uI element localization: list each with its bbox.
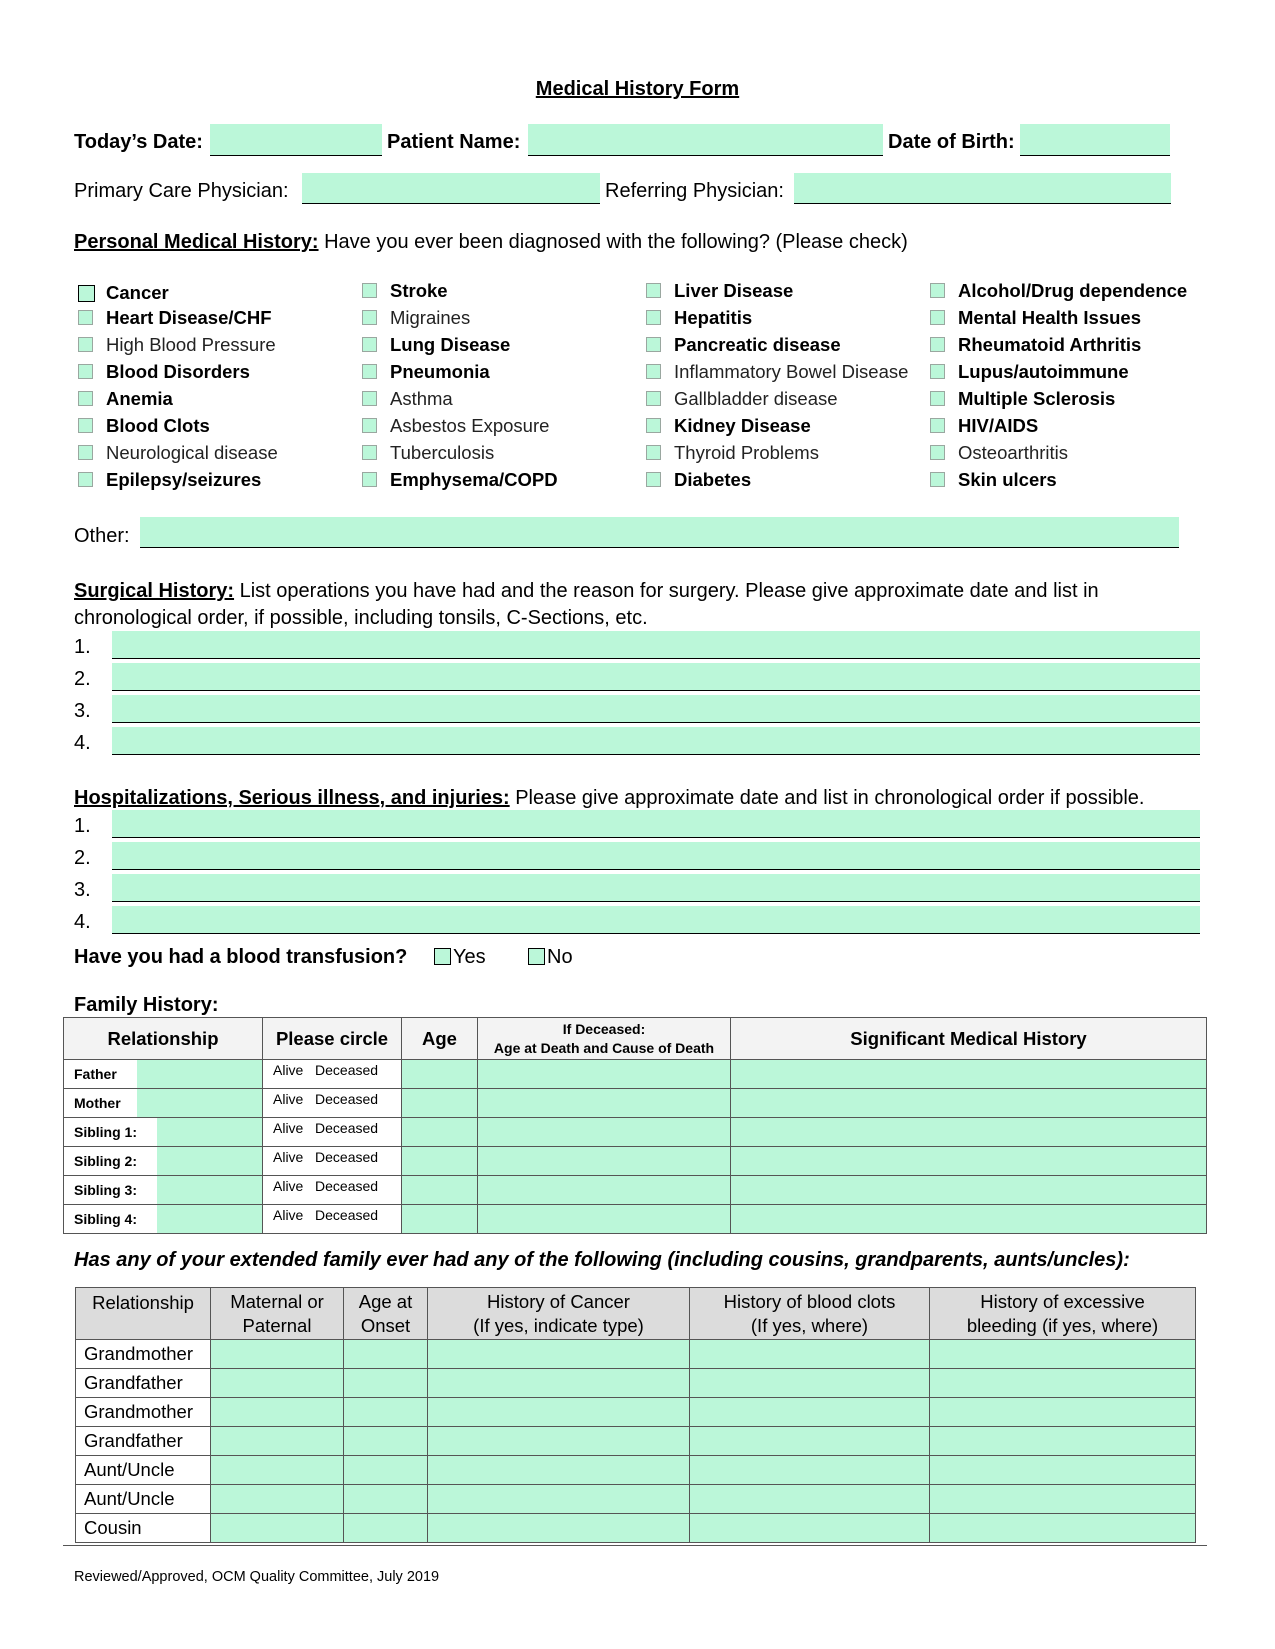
hospital-entry-field[interactable] [112,842,1200,870]
condition-checkbox[interactable] [930,283,945,298]
extended-row [76,1398,1196,1427]
condition-checkbox[interactable] [930,391,945,406]
line-number: 2. [74,847,91,869]
extended-relationship: Aunt/Uncle [76,1456,211,1485]
alive-option[interactable]: Alive [273,1149,304,1165]
surgical-prompt-line2: chronological order, if possible, including tonsils, C-Sections, etc. [74,607,648,629]
condition-label: Emphysema/COPD [390,469,558,490]
family-history-cell[interactable] [731,1205,1207,1234]
condition-checkbox[interactable] [78,445,93,460]
extended-entry-cell[interactable] [690,1340,930,1369]
transfusion-question: Have you had a blood transfusion? [74,946,408,968]
family-age-cell[interactable] [402,1089,478,1118]
extended-entry-cell[interactable] [344,1369,428,1398]
bottom-rule [63,1545,1207,1546]
extended-row [76,1456,1196,1485]
family-relationship: Mother [74,1095,121,1111]
extended-entry-cell[interactable] [211,1398,344,1427]
extended-entry-cell[interactable] [344,1427,428,1456]
primary-care-field[interactable] [302,173,600,204]
surgical-heading [74,579,1099,603]
condition-checkbox[interactable] [362,445,377,460]
other-field[interactable] [140,517,1179,548]
deceased-option[interactable]: Deceased [315,1178,379,1194]
family-history-cell[interactable] [731,1147,1207,1176]
personal-history-heading [74,230,908,254]
condition-checkbox[interactable] [362,283,377,298]
condition-checkbox[interactable] [78,285,95,302]
condition-checkbox[interactable] [362,418,377,433]
surgical-entry-field[interactable] [112,663,1200,691]
family-deceased-cell[interactable] [478,1147,731,1176]
family-age-cell[interactable] [402,1118,478,1147]
line-number: 4. [74,911,91,933]
extended-entry-cell[interactable] [690,1427,930,1456]
extended-entry-cell[interactable] [930,1514,1196,1543]
family-row [64,1089,1207,1118]
condition-label: Mental Health Issues [958,307,1142,328]
extended-entry-cell[interactable] [344,1485,428,1514]
extended-entry-cell[interactable] [211,1485,344,1514]
condition-checkbox[interactable] [78,472,93,487]
family-deceased-cell[interactable] [478,1176,731,1205]
ext-col-cancer-line1: History of Cancer [487,1290,630,1312]
condition-checkbox[interactable] [78,310,93,325]
personal-history-title: Personal Medical History: [74,231,319,253]
family-name-fill[interactable] [157,1147,262,1175]
extended-relationship: Grandfather [76,1427,211,1456]
extended-relationship: Aunt/Uncle [76,1485,211,1514]
family-relationship: Sibling 3: [74,1182,137,1198]
extended-entry-cell[interactable] [428,1340,690,1369]
condition-checkbox[interactable] [362,391,377,406]
alive-option[interactable]: Alive [273,1120,304,1136]
hospital-title: Hospitalizations, Serious illness, and injuries: [74,787,510,809]
ext-col-relationship: Relationship [76,1288,211,1340]
condition-label: Osteoarthritis [958,442,1069,463]
surgical-entry-field[interactable] [112,727,1200,755]
hospital-entry-field[interactable] [112,810,1200,838]
condition-checkbox[interactable] [646,283,661,298]
primary-care-label: Primary Care Physician: [74,180,289,202]
condition-checkbox[interactable] [646,472,661,487]
family-relationship: Sibling 1: [74,1124,137,1140]
deceased-option[interactable]: Deceased [315,1091,379,1107]
family-col-deceased-line2: Age at Death and Cause of Death [493,1039,715,1056]
surgical-prompt: List operations you have had and the reason for surgery. Please give approximate date and list in [234,580,1099,602]
extended-entry-cell[interactable] [690,1369,930,1398]
condition-label: Gallbladder disease [674,388,838,409]
family-col-relationship: Relationship [64,1018,263,1060]
ext-col-maternal-line2: Paternal [242,1314,312,1336]
family-name-fill[interactable] [157,1205,262,1233]
family-relationship-cell [64,1118,263,1147]
patient-name-field[interactable] [528,124,883,156]
condition-label: Diabetes [674,469,752,490]
condition-label: Anemia [106,388,173,409]
condition-label: Thyroid Problems [674,442,819,463]
family-name-fill[interactable] [157,1118,262,1146]
extended-row [76,1485,1196,1514]
family-row [64,1118,1207,1147]
ext-col-maternal [211,1288,344,1340]
todays-date-field[interactable] [210,124,382,156]
condition-checkbox[interactable] [646,364,661,379]
condition-checkbox[interactable] [930,445,945,460]
ext-col-cancer [428,1288,690,1340]
condition-label: Pneumonia [390,361,490,382]
extended-entry-cell[interactable] [690,1514,930,1543]
condition-checkbox[interactable] [930,337,945,352]
alive-deceased-cell[interactable] [263,1118,402,1147]
extended-relationship: Grandfather [76,1369,211,1398]
hospital-entry-field[interactable] [112,906,1200,934]
family-col-history: Significant Medical History [731,1018,1207,1060]
condition-label: Epilepsy/seizures [106,469,262,490]
ext-col-clots-line1: History of blood clots [723,1290,896,1312]
extended-entry-cell[interactable] [428,1456,690,1485]
ext-col-clots [690,1288,930,1340]
condition-label: Tuberculosis [390,442,495,463]
hospital-prompt: Please give approximate date and list in chronological order if possible. [509,787,1145,809]
extended-row [76,1427,1196,1456]
condition-label: Kidney Disease [674,415,811,436]
family-history-cell[interactable] [731,1089,1207,1118]
condition-checkbox[interactable] [78,418,93,433]
extended-entry-cell[interactable] [211,1340,344,1369]
extended-relationship: Cousin [76,1514,211,1543]
date-of-birth-label: Date of Birth: [888,131,1015,153]
condition-label: Asthma [390,388,453,409]
extended-entry-cell[interactable] [690,1485,930,1514]
extended-entry-cell[interactable] [428,1427,690,1456]
alive-option[interactable]: Alive [273,1062,304,1078]
line-number: 2. [74,668,91,690]
extended-family-heading: Has any of your extended family ever had any of the following (including cousins, grandparents, aunts/uncles): [74,1249,1130,1271]
condition-checkbox[interactable] [646,445,661,460]
ext-col-age [344,1288,428,1340]
family-history-heading: Family History: [74,994,219,1016]
family-relationship: Sibling 4: [74,1211,137,1227]
condition-checkbox[interactable] [78,364,93,379]
hospital-heading [74,786,1144,810]
patient-name-label: Patient Name: [387,131,521,153]
extended-entry-cell[interactable] [690,1398,930,1427]
transfusion-yes-checkbox[interactable] [434,948,451,965]
condition-checkbox[interactable] [930,310,945,325]
condition-label: Inflammatory Bowel Disease [674,361,909,382]
referring-label: Referring Physician: [605,180,784,202]
condition-label: Lung Disease [390,334,511,355]
family-name-fill[interactable] [137,1060,262,1088]
family-history-cell[interactable] [731,1060,1207,1089]
family-relationship-cell [64,1205,263,1234]
condition-label: Heart Disease/CHF [106,307,272,328]
condition-label: Multiple Sclerosis [958,388,1116,409]
condition-checkbox[interactable] [78,391,93,406]
family-relationship: Sibling 2: [74,1153,137,1169]
extended-row [76,1369,1196,1398]
condition-label: Stroke [390,280,448,301]
condition-checkbox[interactable] [362,310,377,325]
family-age-cell[interactable] [402,1147,478,1176]
family-age-cell[interactable] [402,1176,478,1205]
condition-checkbox[interactable] [930,472,945,487]
extended-entry-cell[interactable] [930,1369,1196,1398]
family-age-cell[interactable] [402,1060,478,1089]
extended-entry-cell[interactable] [211,1514,344,1543]
condition-label: Cancer [106,282,169,303]
ext-col-bleeding-line1: History of excessive [980,1290,1145,1312]
ext-col-age-line1: Age at [358,1290,413,1312]
extended-entry-cell[interactable] [428,1485,690,1514]
family-relationship: Father [74,1066,117,1082]
condition-checkbox[interactable] [930,418,945,433]
condition-checkbox[interactable] [362,364,377,379]
condition-checkbox[interactable] [362,337,377,352]
extended-entry-cell[interactable] [344,1514,428,1543]
line-number: 3. [74,879,91,901]
family-deceased-cell[interactable] [478,1205,731,1234]
extended-relationship: Grandmother [76,1398,211,1427]
extended-row [76,1340,1196,1369]
condition-label: Rheumatoid Arthritis [958,334,1142,355]
extended-relationship: Grandmother [76,1340,211,1369]
condition-checkbox[interactable] [646,337,661,352]
deceased-option[interactable]: Deceased [315,1207,379,1223]
extended-family-table [75,1287,1196,1543]
ext-col-age-line2: Onset [360,1314,411,1336]
ext-col-bleeding-line2: bleeding (if yes, where) [966,1314,1159,1336]
line-number: 3. [74,700,91,722]
condition-label: Skin ulcers [958,469,1057,490]
family-name-fill[interactable] [137,1089,262,1117]
condition-label: Hepatitis [674,307,753,328]
family-row [64,1205,1207,1234]
extended-entry-cell[interactable] [211,1427,344,1456]
footer-note: Reviewed/Approved, OCM Quality Committee, July 2019 [74,1569,440,1585]
line-number: 4. [74,732,91,754]
hospital-entry-field[interactable] [112,874,1200,902]
deceased-option[interactable]: Deceased [315,1149,379,1165]
extended-entry-cell[interactable] [690,1456,930,1485]
surgical-entry-field[interactable] [112,631,1200,659]
date-of-birth-field[interactable] [1020,124,1170,156]
condition-label: High Blood Pressure [106,334,276,355]
extended-entry-cell[interactable] [344,1456,428,1485]
condition-checkbox[interactable] [930,364,945,379]
condition-checkbox[interactable] [646,310,661,325]
alive-deceased-cell[interactable] [263,1147,402,1176]
family-col-age: Age [402,1018,478,1060]
condition-label: Blood Disorders [106,361,250,382]
extended-entry-cell[interactable] [344,1398,428,1427]
extended-entry-cell[interactable] [344,1340,428,1369]
family-history-cell[interactable] [731,1118,1207,1147]
condition-checkbox[interactable] [362,472,377,487]
condition-checkbox[interactable] [646,391,661,406]
alive-option[interactable]: Alive [273,1091,304,1107]
family-deceased-cell[interactable] [478,1089,731,1118]
family-row [64,1176,1207,1205]
family-relationship-cell [64,1089,263,1118]
family-row [64,1147,1207,1176]
family-history-table [63,1017,1207,1234]
transfusion-yes-label: Yes [453,946,486,968]
family-col-deceased [478,1018,731,1060]
line-number: 1. [74,815,91,837]
extended-entry-cell[interactable] [930,1485,1196,1514]
extended-entry-cell[interactable] [428,1514,690,1543]
transfusion-no-label: No [547,946,573,968]
ext-col-maternal-line1: Maternal or [230,1290,324,1312]
alive-option[interactable]: Alive [273,1178,304,1194]
todays-date-label: Today’s Date: [74,131,203,153]
other-label: Other: [74,525,130,547]
family-relationship-cell [64,1147,263,1176]
ext-col-clots-line2: (If yes, where) [750,1314,869,1336]
extended-entry-cell[interactable] [211,1456,344,1485]
extended-entry-cell[interactable] [211,1369,344,1398]
form-title: Medical History Form [535,78,740,100]
family-col-deceased-line1: If Deceased: [562,1020,646,1037]
alive-deceased-cell[interactable] [263,1205,402,1234]
family-age-cell[interactable] [402,1205,478,1234]
condition-label: Alcohol/Drug dependence [958,280,1188,301]
alive-deceased-cell[interactable] [263,1176,402,1205]
condition-label: Liver Disease [674,280,794,301]
extended-entry-cell[interactable] [930,1456,1196,1485]
extended-row [76,1514,1196,1543]
ext-col-cancer-line2: (If yes, indicate type) [473,1314,644,1336]
family-relationship-cell [64,1176,263,1205]
alive-option[interactable]: Alive [273,1207,304,1223]
personal-history-prompt: Have you ever been diagnosed with the following? (Please check) [318,231,908,253]
ext-col-bleeding [930,1288,1196,1340]
condition-checkbox[interactable] [646,418,661,433]
alive-deceased-cell[interactable] [263,1060,402,1089]
surgical-entry-field[interactable] [112,695,1200,723]
condition-checkbox[interactable] [78,337,93,352]
alive-deceased-cell[interactable] [263,1089,402,1118]
extended-entry-cell[interactable] [428,1369,690,1398]
family-deceased-cell[interactable] [478,1118,731,1147]
family-relationship-cell [64,1060,263,1089]
condition-label: Neurological disease [106,442,278,463]
line-number: 1. [74,636,91,658]
family-row [64,1060,1207,1089]
family-name-fill[interactable] [157,1176,262,1204]
family-history-cell[interactable] [731,1176,1207,1205]
deceased-option[interactable]: Deceased [315,1120,379,1136]
deceased-option[interactable]: Deceased [315,1062,379,1078]
extended-entry-cell[interactable] [930,1340,1196,1369]
referring-field[interactable] [794,173,1171,204]
condition-label: Pancreatic disease [674,334,841,355]
family-col-circle: Please circle [263,1018,402,1060]
condition-label: Blood Clots [106,415,210,436]
extended-entry-cell[interactable] [930,1427,1196,1456]
family-deceased-cell[interactable] [478,1060,731,1089]
condition-label: HIV/AIDS [958,415,1039,436]
condition-label: Lupus/autoimmune [958,361,1129,382]
surgical-title: Surgical History: [74,580,235,602]
condition-label: Asbestos Exposure [390,415,550,436]
transfusion-no-checkbox[interactable] [528,948,545,965]
extended-entry-cell[interactable] [930,1398,1196,1427]
condition-label: Migraines [390,307,471,328]
extended-entry-cell[interactable] [428,1398,690,1427]
